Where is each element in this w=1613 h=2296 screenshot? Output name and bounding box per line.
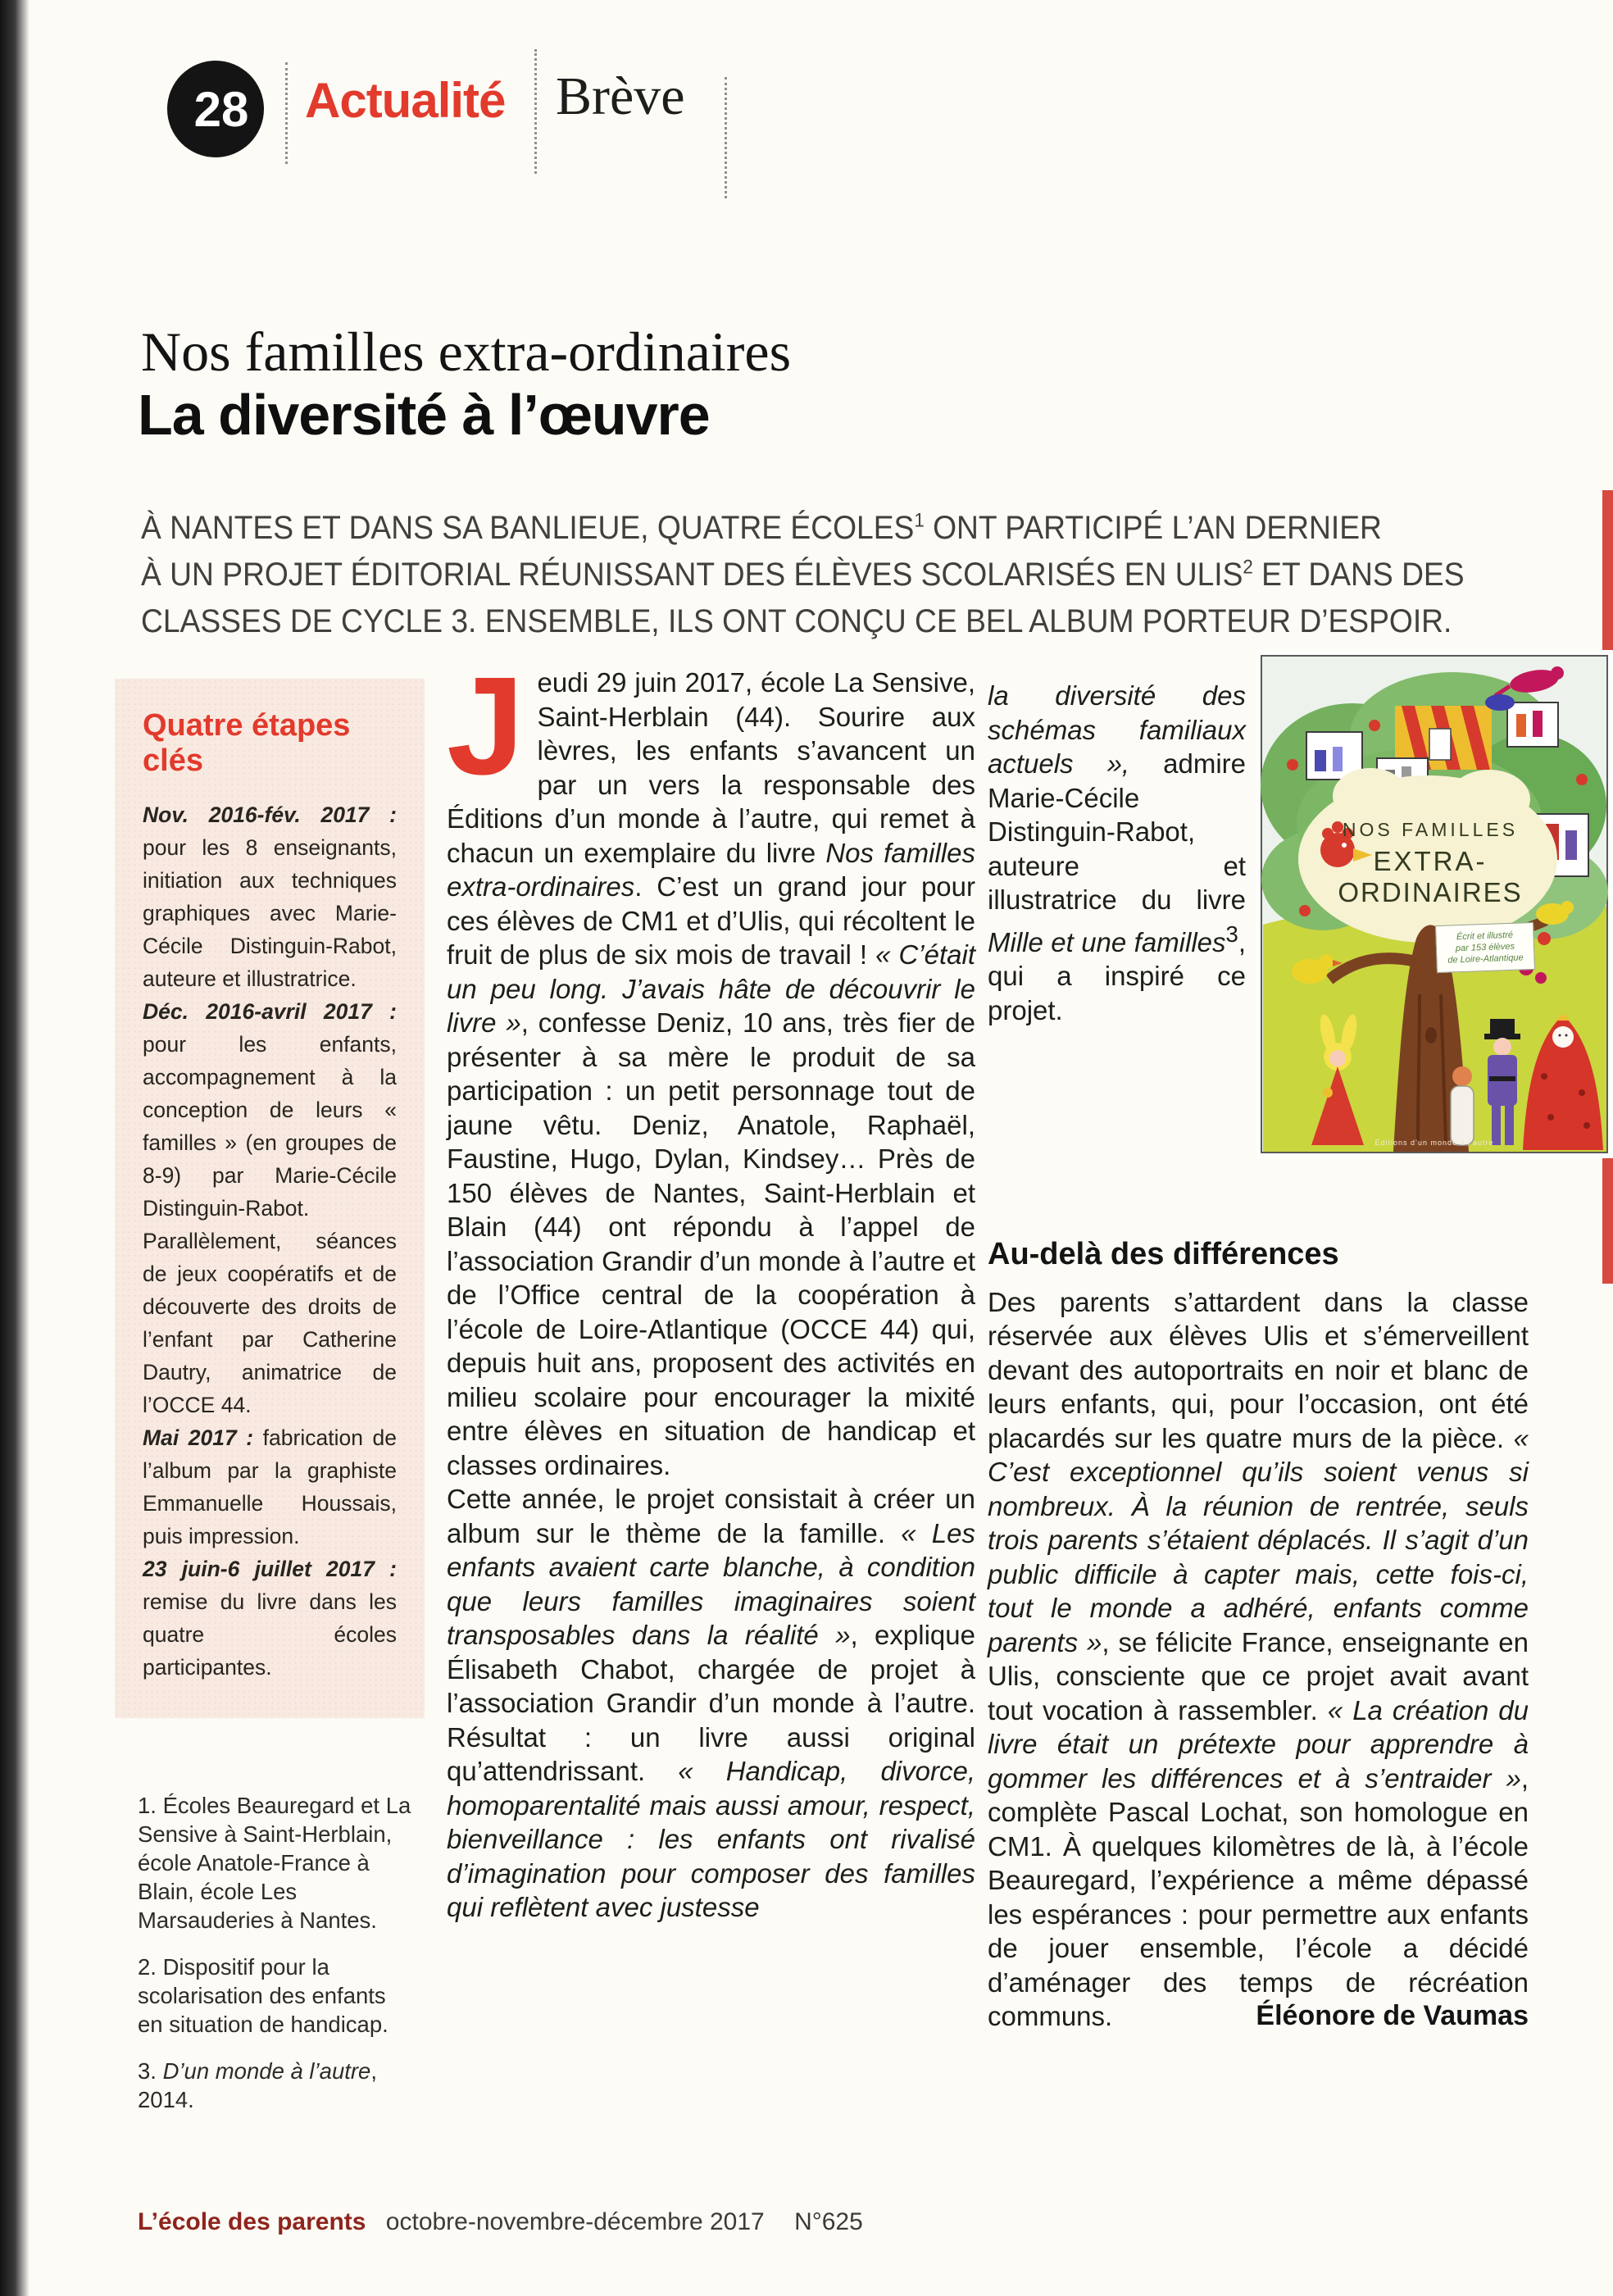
key-step: Déc. 2016-avril 2017 : pour les enfants, accompagnement à la conception de leurs « familles » (en groupes de 8-9) par Marie-Cécile Distinguin-Rabot. Parallèlement, séances de jeux coopératifs et de découverte des droits de l’enfant par Catherine Dautry, animatrice de l’OCCE 44.	[143, 999, 397, 1417]
section-subhead: Au-delà des différences	[988, 1237, 1339, 1271]
footnote-ref: 1	[914, 509, 925, 532]
key-step: 23 juin-6 juillet 2017 : remise du livre dans les quatre écoles participantes.	[143, 1557, 397, 1680]
section-label: Actualité	[305, 73, 506, 128]
cover-title: NOS FAMILLES EXTRA- ORDINAIRES	[1338, 819, 1523, 907]
page-footer	[138, 2208, 863, 2236]
cover-character-child	[1451, 1066, 1474, 1145]
author-byline: Éléonore de Vaumas	[1256, 2000, 1529, 2031]
header-divider	[285, 62, 288, 164]
footnote-ref: 3	[1225, 921, 1238, 947]
rubric-label: Brève	[556, 66, 685, 126]
footnotes	[138, 1791, 412, 2132]
cover-publisher: Éditions d’un monde à l’autre	[1374, 1139, 1494, 1147]
page-number-badge	[167, 61, 264, 157]
standfirst-line: À UN PROJET ÉDITORIAL RÉUNISSANT DES ÉLÈVES SCOLARISÉS EN ULIS$^2$ ET DANS DES	[141, 556, 1465, 593]
book-cover-image	[1256, 650, 1613, 1158]
scan-edge-shadow	[0, 0, 30, 2296]
footnote-ref: 2	[1243, 556, 1253, 579]
standfirst	[141, 505, 1583, 645]
article-paragraph: la diversité des schémas familiaux actuels », admire Marie-Cécile Distinguin-Rabot, auteure et illustratrice du livre Mille et une familles$^3$, qui a inspiré ce projet.	[988, 680, 1246, 1025]
article-paragraph: Cette année, le projet consistait à créer un album sur le thème de la famille. « Les enfants avaient carte blanche, à condition que leurs familles imaginaires soient transposables dans la réalité », explique Élisabeth Chabot, chargée de projet à l’association Grandir d’un monde à l’autre. Résultat : un livre aussi original qu’attendrissant. « Handicap, divorce, homoparentalité mais aussi amour, respect, bienveillance : les enfants ont rivalisé d’imagination pour composer des familles qui reflètent avec justesse	[447, 1484, 975, 1922]
magazine-name: L’école des parents	[138, 2208, 366, 2235]
cover-credit-label: Écrit et illustré par 153 élèves de Loire-Atlantique	[1435, 922, 1535, 973]
header-divider	[725, 77, 727, 198]
article-paragraph: Des parents s’attardent dans la classe réservée aux élèves Ulis et s’émerveillent devant des autoportraits en noir et blanc de leurs enfants, qui, pour l’occasion, ont été placardés sur les quatre murs de la pièce. « C’est exceptionnel qu’ils soient venus si nombreux. À la réunion de rentrée, seuls trois parents s’étaient déplacés. Il s’agit d’un public difficile à capter mais, cette fois-ci, tout le monde a adhéré, enfants comme parents », se félicite France, enseignante en Ulis, consciente que ce projet avait avant tout vocation à rassembler. « La création du livre était un prétexte pour apprendre à gommer les différences et à s’entraider », complète Pascal Lochat, son homologue en CM1. À quelques kilomètres de là, à l’école Beauregard, l’expérience a même dépassé les espérances : pour permettre aux enfants de jouer ensemble, l’école a décidé d’aménager des temps de récréation communs.	[988, 1286, 1529, 2031]
article-main-title: La diversité à l’œuvre	[138, 383, 710, 447]
key-steps-box	[115, 679, 425, 1718]
header-divider	[534, 49, 537, 174]
issue-date: octobre-novembre-décembre 2017	[385, 2208, 765, 2235]
drop-cap: J	[447, 648, 525, 804]
page-number: 28	[193, 81, 249, 137]
footnote-1: 1. Écoles Beauregard et La Sensive à Saint-Herblain, école Anatole-France à Blain, école Les Marsauderies à Nantes.	[138, 1793, 411, 1933]
issue-number: N°625	[794, 2208, 863, 2235]
key-step: Nov. 2016-fév. 2017 : pour les 8 enseignants, initiation aux techniques graphiques avec Marie-Cécile Distinguin-Rabot, auteure et illustratrice.	[143, 802, 397, 991]
key-steps-title: Quatre étapes clés	[143, 708, 351, 778]
footnote-2: 2. Dispositif pour la scolarisation des enfants en situation de handicap.	[138, 1954, 388, 2037]
article-kicker-title: Nos familles extra-ordinaires	[141, 321, 792, 383]
footnote-3: 3. D’un monde à l’autre, 2014.	[138, 2058, 377, 2112]
standfirst-line: À NANTES ET DANS SA BANLIEUE, QUATRE ÉCOLES$^1$ ONT PARTICIPÉ L’AN DERNIER	[141, 509, 1382, 546]
standfirst-line: CLASSES DE CYCLE 3. ENSEMBLE, ILS ONT CONÇU CE BEL ALBUM PORTEUR D’ESPOIR.	[141, 603, 1452, 639]
key-step: Mai 2017 : fabrication de l’album par la graphiste Emmanuelle Houssais, puis impression.	[143, 1425, 397, 1548]
article-column-middle	[447, 648, 975, 1925]
article-paragraph: Jeudi 29 juin 2017, école La Sensive, Saint-Herblain (44). Sourire aux lèvres, les enfants s’avancent un par un vers la responsable des Éditions d’un monde à l’autre, qui remet à chacun un exemplaire du livre Nos familles extra-ordinaires. C’est un grand jour pour ces élèves de CM1 et d’Ulis, qui récoltent le fruit de plus de six mois de travail ! « C’était un peu long. J’avais hâte de découvrir le livre », confesse Deniz, 10 ans, très fier de présenter à sa mère le produit de sa participation : un petit personnage tout de jaune vêtu. Deniz, Anatole, Raphaël, Faustine, Hugo, Dylan, Kindsey… Près de 150 élèves de Nantes, Saint-Herblain et Blain (44) ont répondu à l’appel de l’association Grandir d’un monde à l’autre et de l’Office central de la coopération à l’école de Loire-Atlantique (OCCE 44) qui, depuis huit ans, proposent des activités en milieu scolaire pour encourager la mixité entre élèves en situation de handicap et classes ordinaires.	[447, 648, 975, 1480]
